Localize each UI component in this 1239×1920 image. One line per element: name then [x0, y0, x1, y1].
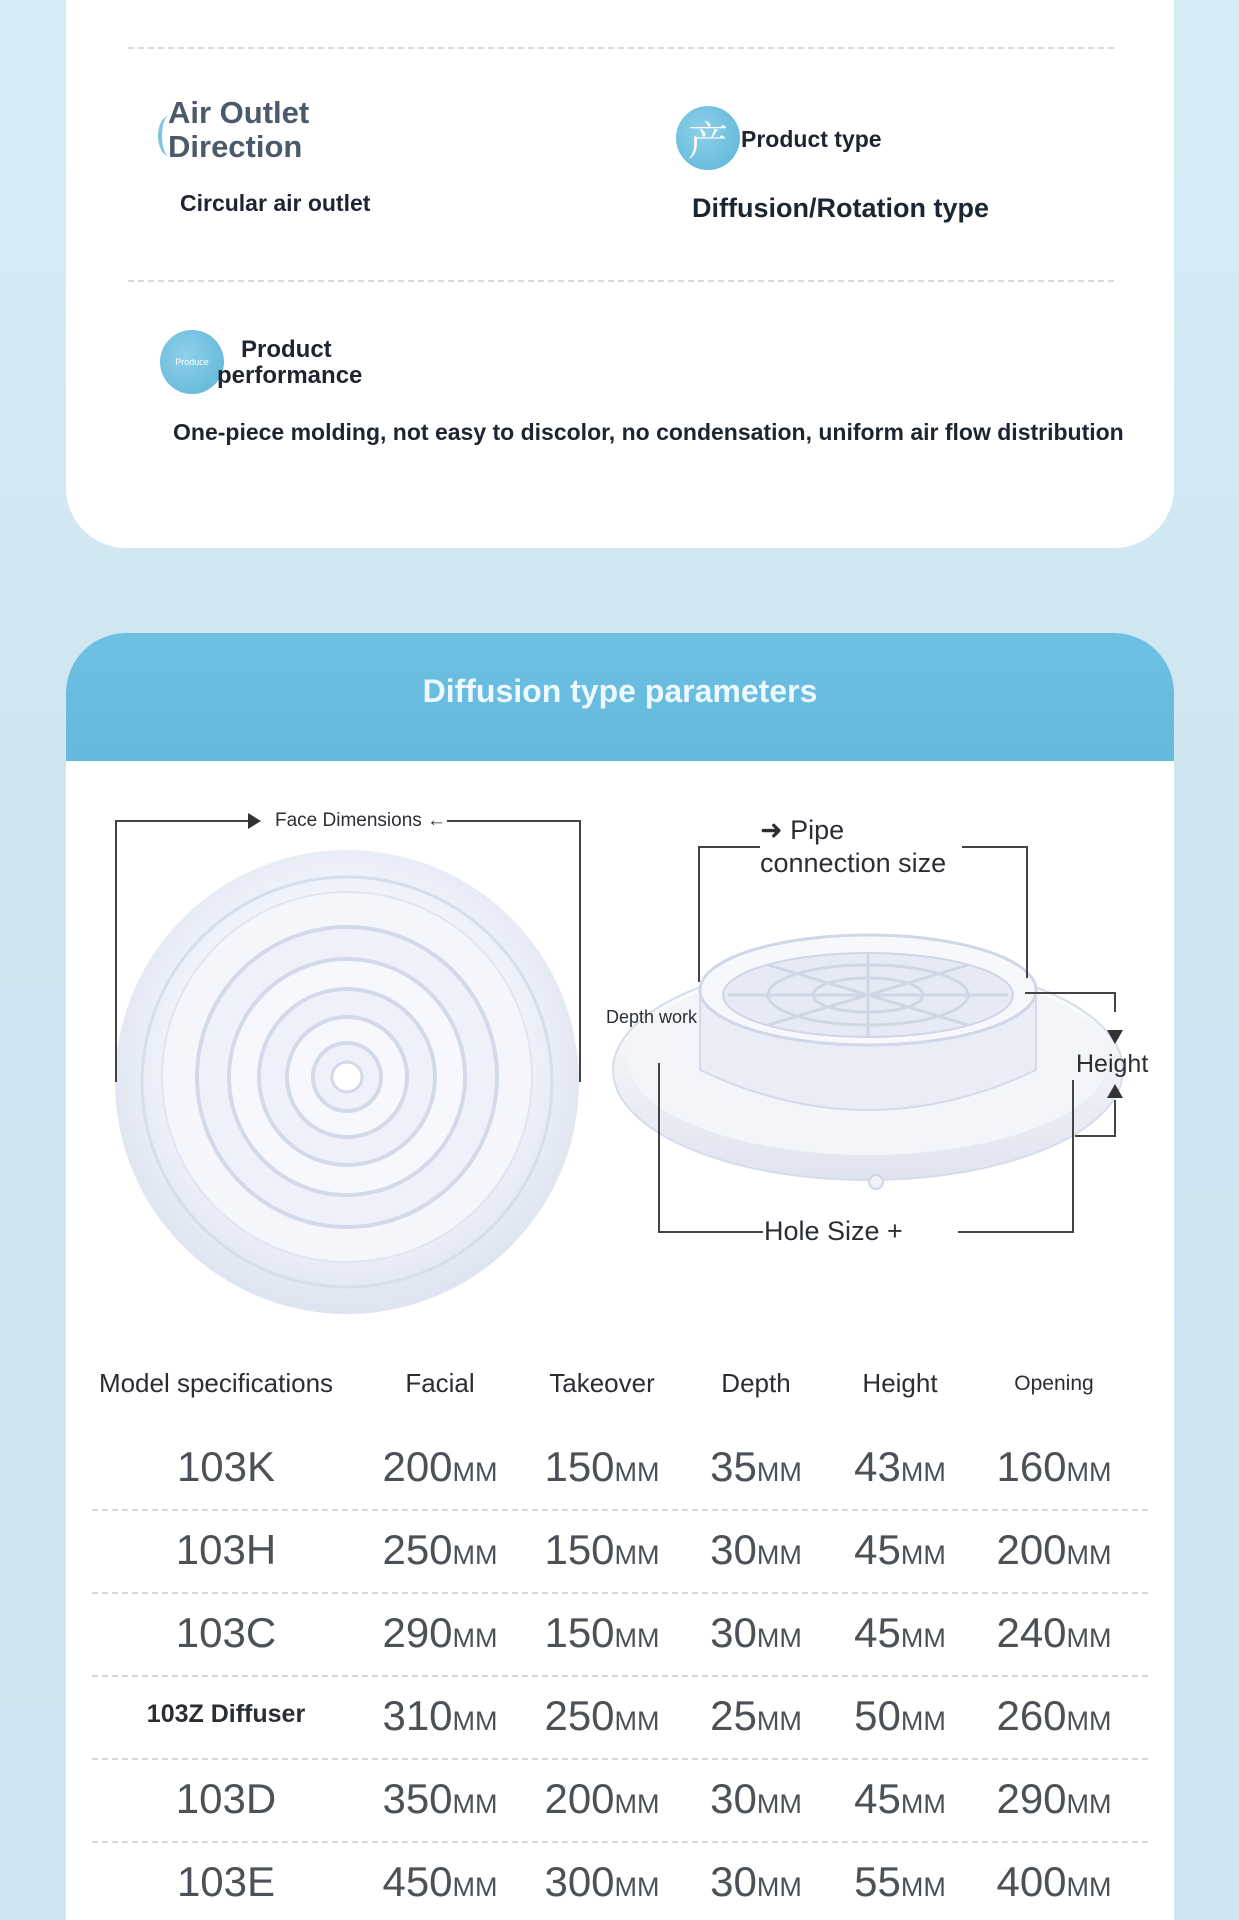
header-facial: Facial: [405, 1368, 475, 1398]
pipe-label-line2: connection size: [760, 848, 947, 878]
diffuser-front-view: [110, 845, 585, 1320]
facial-cell: 310MM: [382, 1692, 498, 1739]
row-divider: [92, 1509, 1148, 1511]
pipe-label-line1: ➜ Pipe: [760, 815, 845, 845]
hole-line-right-v: [1072, 1080, 1074, 1233]
face-dim-line-top-left: [115, 820, 250, 822]
height-cell: 45MM: [854, 1609, 946, 1656]
model-cell: 103E: [176, 1858, 276, 1905]
model-cell: 103K: [176, 1443, 276, 1490]
height-cell: 45MM: [854, 1526, 946, 1573]
divider: [128, 280, 1114, 282]
header-height: Height: [862, 1368, 938, 1398]
height-line-bottom: [1075, 1135, 1116, 1137]
facial-cell: 350MM: [382, 1775, 498, 1822]
facial-cell: 290MM: [382, 1609, 498, 1656]
height-line-top: [1025, 992, 1115, 994]
opening-cell: 200MM: [996, 1526, 1112, 1573]
model-cell: 103D: [175, 1775, 277, 1822]
performance-title-line1: Product: [241, 336, 332, 363]
takeover-cell: 150MM: [544, 1443, 660, 1490]
depth-cell: 35MM: [710, 1443, 802, 1490]
arrow-right-icon: [248, 813, 261, 829]
pipe-line-right-v: [1026, 846, 1028, 978]
header-depth: Depth: [721, 1368, 791, 1398]
model-cell: 103Z Diffuser: [146, 1700, 306, 1728]
opening-cell: 260MM: [996, 1692, 1112, 1739]
parameters-title: Diffusion type parameters: [422, 673, 818, 709]
facial-cell: 450MM: [382, 1858, 498, 1905]
row-divider: [92, 1758, 1148, 1760]
arrow-down-icon: [1107, 1030, 1123, 1044]
facial-cell: 250MM: [382, 1526, 498, 1573]
arrow-up-icon: [1107, 1084, 1123, 1098]
product-type-icon: 产: [676, 106, 740, 170]
opening-cell: 160MM: [996, 1443, 1112, 1490]
divider: [128, 47, 1114, 49]
face-dimensions-label: Face Dimensions ←: [275, 810, 447, 831]
product-type-value: Diffusion/Rotation type: [692, 193, 989, 223]
arrow-left-icon: ←: [421, 810, 447, 831]
performance-title-line2: performance: [217, 362, 363, 389]
pipe-line-top-left: [698, 846, 760, 848]
performance-value: One-piece molding, not easy to discolor, no condensation, uniform air flow distribution: [173, 419, 1124, 445]
air-outlet-title: Air Outlet Direction: [168, 95, 310, 164]
pipe-line-left-v: [698, 846, 700, 982]
hole-size-label: Hole Size +: [764, 1216, 903, 1246]
height-cell: 50MM: [854, 1692, 946, 1739]
height-cell: 55MM: [854, 1858, 946, 1905]
height-line-v-bottom: [1114, 1100, 1116, 1136]
facial-cell: 200MM: [382, 1443, 498, 1490]
product-type-title: Product type: [741, 126, 882, 152]
model-cell: 103H: [175, 1526, 277, 1573]
opening-cell: 290MM: [996, 1775, 1112, 1822]
opening-cell: 240MM: [996, 1609, 1112, 1656]
depth-cell: 30MM: [710, 1609, 802, 1656]
takeover-cell: 300MM: [544, 1858, 660, 1905]
model-cell: 103C: [175, 1609, 277, 1656]
hole-line-bottom-left: [658, 1231, 763, 1233]
product-attributes-card: [66, 0, 1174, 548]
arrow-right-icon: ➜: [760, 815, 791, 845]
header-opening: Opening: [1014, 1372, 1094, 1395]
performance-icon: Produce: [160, 330, 224, 394]
diffuser-side-view: [608, 920, 1128, 1195]
hole-line-bottom-right: [958, 1231, 1074, 1233]
height-line-v-top: [1114, 992, 1116, 1012]
depth-cell: 30MM: [710, 1858, 802, 1905]
opening-cell: 400MM: [996, 1858, 1112, 1905]
header-takeover: Takeover: [549, 1368, 655, 1398]
row-divider: [92, 1841, 1148, 1843]
pipe-line-top-right: [962, 846, 1028, 848]
takeover-cell: 250MM: [544, 1692, 660, 1739]
height-cell: 43MM: [854, 1443, 946, 1490]
height-cell: 45MM: [854, 1775, 946, 1822]
takeover-cell: 200MM: [544, 1775, 660, 1822]
takeover-cell: 150MM: [544, 1526, 660, 1573]
face-dim-line-right-v: [579, 820, 581, 1082]
depth-cell: 30MM: [710, 1775, 802, 1822]
parameters-header: [66, 633, 1174, 761]
header-model: Model specifications: [98, 1368, 334, 1398]
takeover-cell: 150MM: [544, 1609, 660, 1656]
depth-cell: 30MM: [710, 1526, 802, 1573]
face-dim-line-top-right: [447, 820, 581, 822]
depth-work-label: Depth work: [606, 1007, 698, 1027]
face-dim-line-left-v: [115, 820, 117, 1082]
height-label: Height: [1076, 1050, 1149, 1078]
depth-cell: 25MM: [710, 1692, 802, 1739]
row-divider: [92, 1592, 1148, 1594]
row-divider: [92, 1675, 1148, 1677]
air-outlet-value: Circular air outlet: [180, 190, 371, 216]
hole-line-left-v: [658, 1063, 660, 1233]
